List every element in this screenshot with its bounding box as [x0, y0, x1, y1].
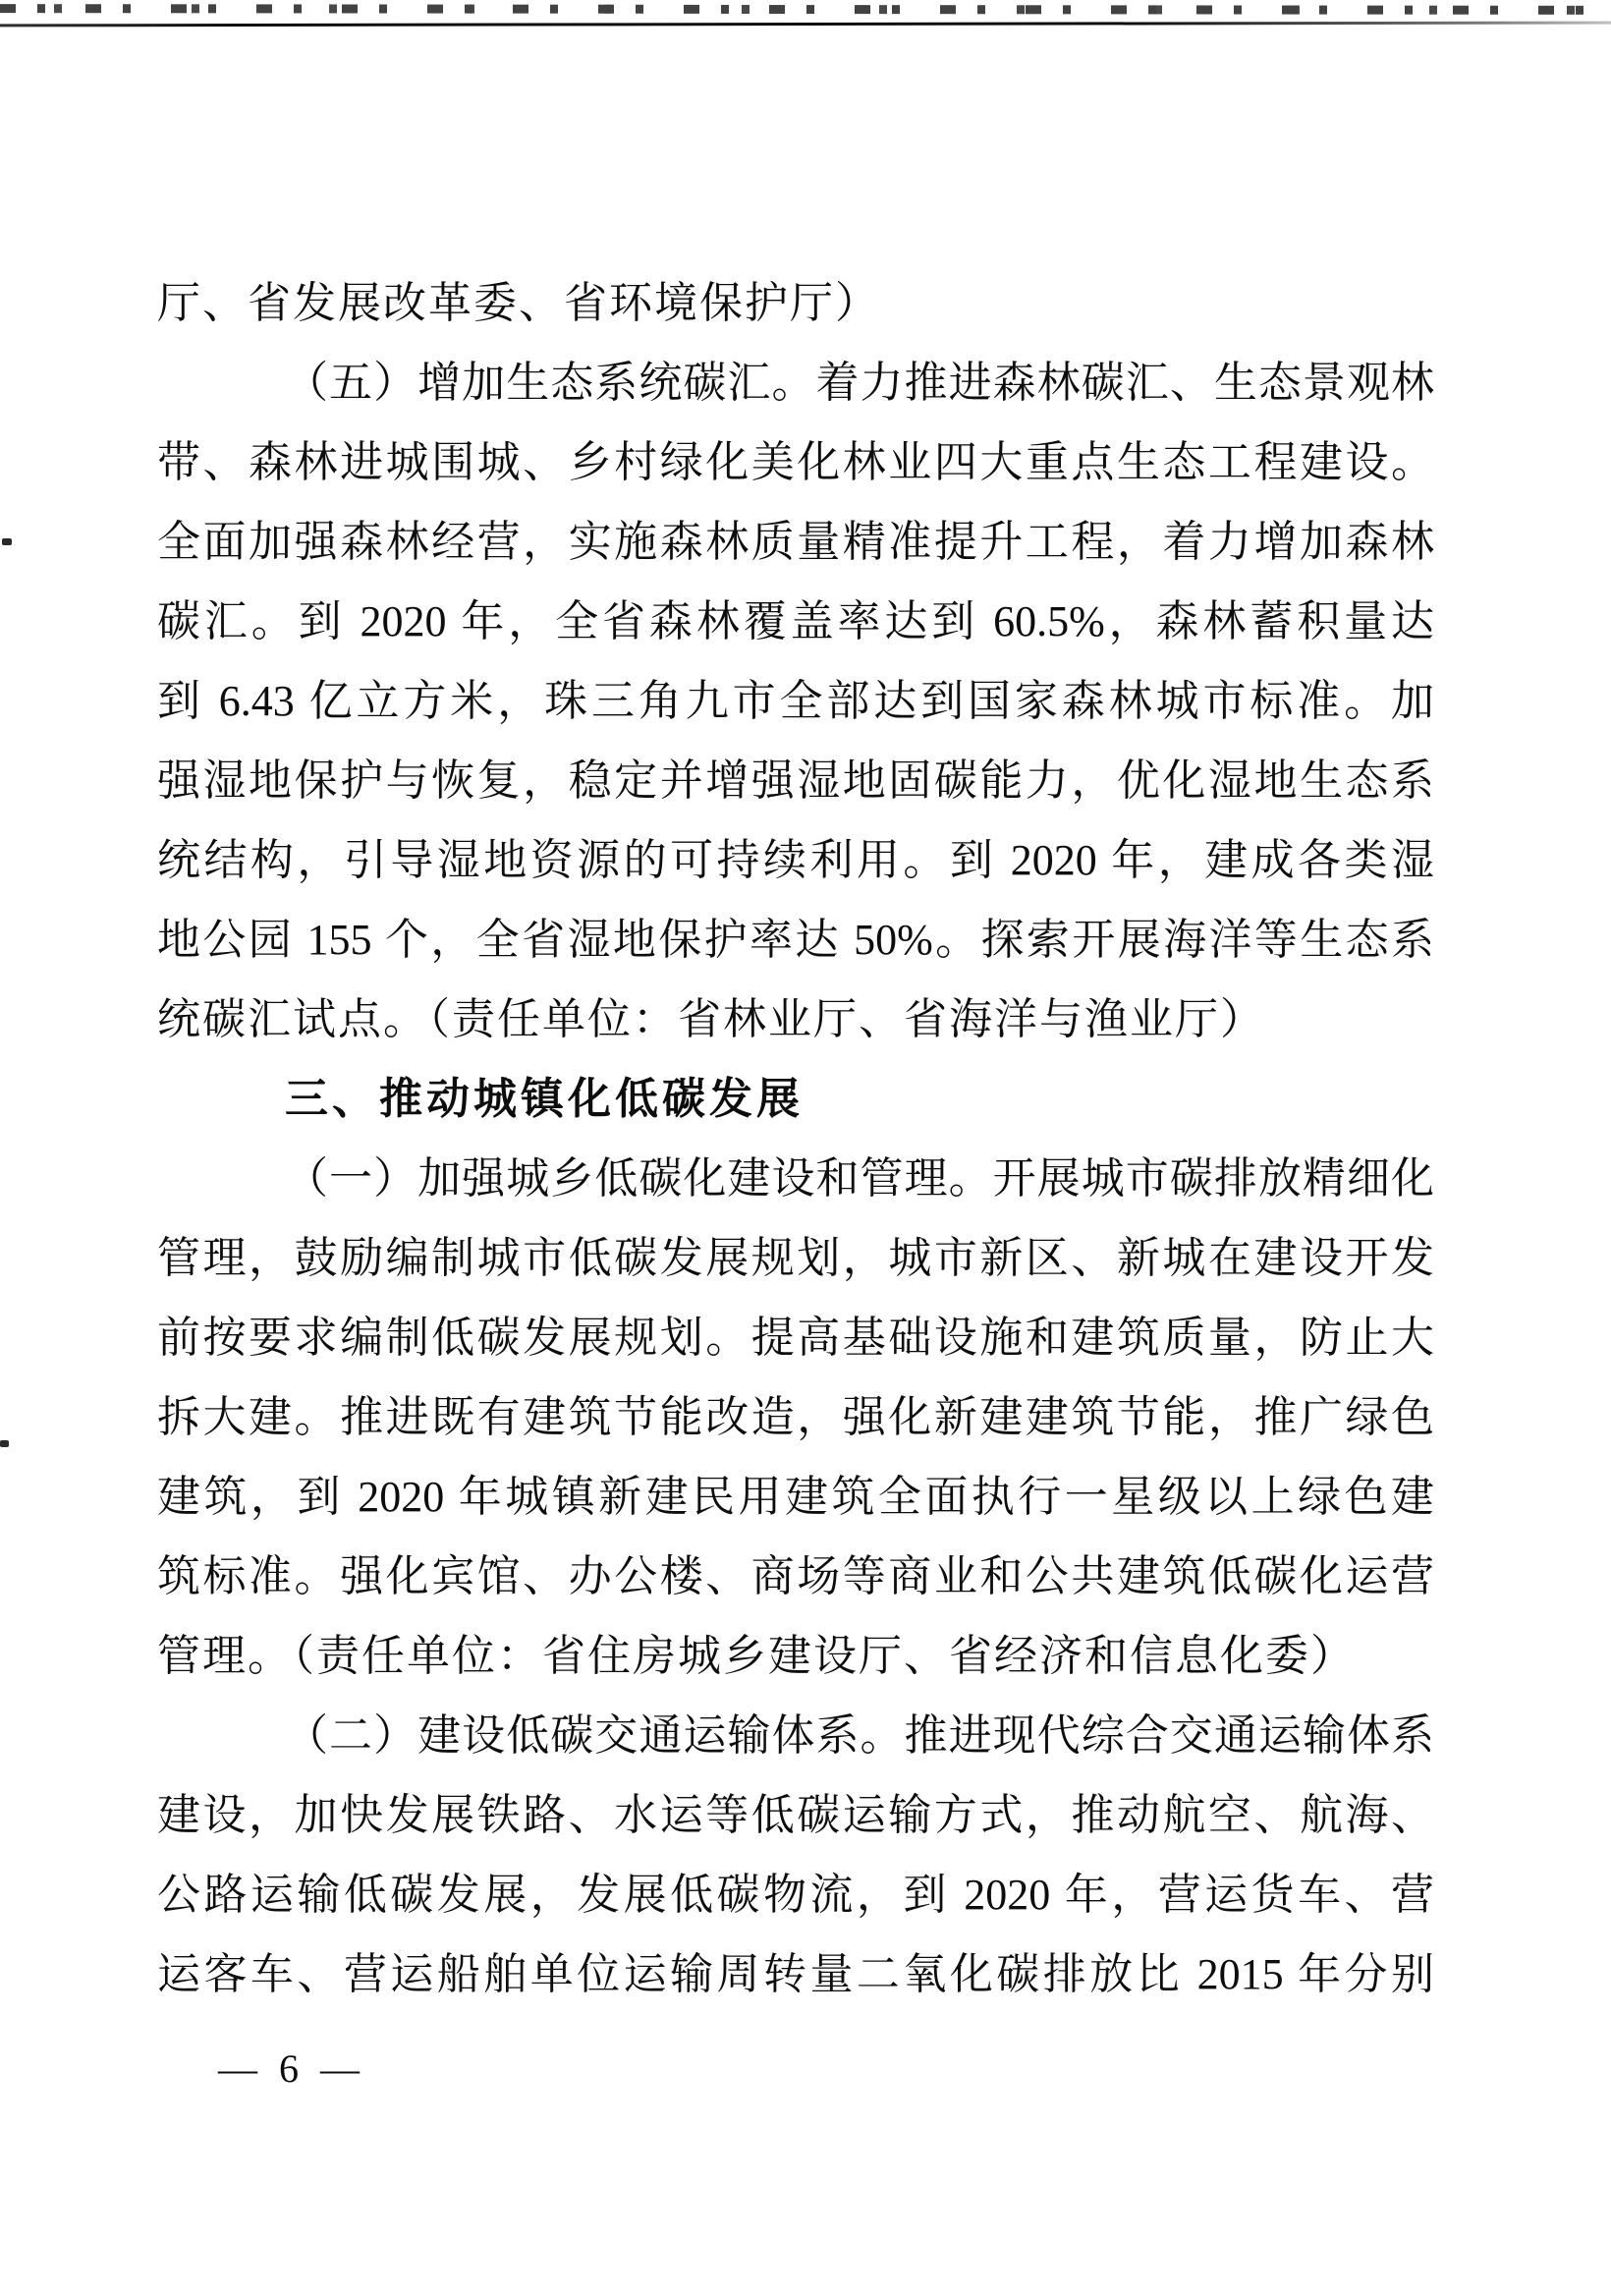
- scan-speck: [2, 538, 12, 545]
- scan-artifact-line: [0, 22, 1611, 28]
- text-line: 全面加强森林经营，实施森林质量精准提升工程，着力增加森林: [157, 518, 1434, 566]
- section-heading: 三、推动城镇化低碳发展: [285, 1075, 804, 1123]
- text-line: （二）建设低碳交通运输体系。推进现代综合交通运输体系: [285, 1711, 1434, 1760]
- scan-speck: [0, 1440, 9, 1447]
- text-line: （五）增加生态系统碳汇。着力推进森林碳汇、生态景观林: [285, 359, 1434, 407]
- text-line: 公路运输低碳发展，发展低碳物流，到 2020 年，营运货车、营: [157, 1871, 1434, 1919]
- text-line: 前按要求编制低碳发展规划。提高基础设施和建筑质量，防止大: [157, 1314, 1434, 1362]
- text-line: 拆大建。推进既有建筑节能改造，强化新建建筑节能，推广绿色: [157, 1393, 1434, 1441]
- document-text-block: [157, 263, 1434, 2014]
- text-line: 管理，鼓励编制城市低碳发展规划，城市新区、新城在建设开发: [157, 1234, 1434, 1282]
- text-line: 强湿地保护与恢复，稳定并增强湿地固碳能力，优化湿地生态系: [157, 756, 1434, 805]
- text-line: 建筑，到 2020 年城镇新建民用建筑全面执行一星级以上绿色建: [157, 1473, 1434, 1521]
- text-line: 运客车、营运船舶单位运输周转量二氧化碳排放比 2015 年分别: [157, 1950, 1434, 1998]
- text-line: 筑标准。强化宾馆、办公楼、商场等商业和公共建筑低碳化运营: [157, 1552, 1434, 1600]
- text-line: 带、森林进城围城、乡村绿化美化林业四大重点生态工程建设。: [157, 438, 1434, 486]
- text-line: 碳汇。到 2020 年，全省森林覆盖率达到 60.5%，森林蓄积量达: [157, 597, 1434, 645]
- text-line: 到 6.43 亿立方米，珠三角九市全部达到国家森林城市标准。加: [157, 677, 1434, 725]
- text-line: 统结构，引导湿地资源的可持续利用。到 2020 年，建成各类湿: [157, 836, 1434, 884]
- text-line: 建设，加快发展铁路、水运等低碳运输方式，推动航空、航海、: [157, 1791, 1434, 1839]
- text-line: 统碳汇试点。（责任单位：省林业厅、省海洋与渔业厅）: [157, 995, 1265, 1043]
- text-line: （一）加强城乡低碳化建设和管理。开展城市碳排放精细化: [285, 1154, 1434, 1203]
- text-line: 地公园 155 个，全省湿地保护率达 50%。探索开展海洋等生态系: [157, 916, 1434, 964]
- text-line: 管理。（责任单位：省住房城乡建设厅、省经济和信息化委）: [157, 1632, 1356, 1680]
- scan-artifact-dashes: [0, 4, 1611, 15]
- text-line: 厅、省发展改革委、省环境保护厅）: [157, 279, 880, 327]
- page-number: — 6 —: [218, 2046, 365, 2091]
